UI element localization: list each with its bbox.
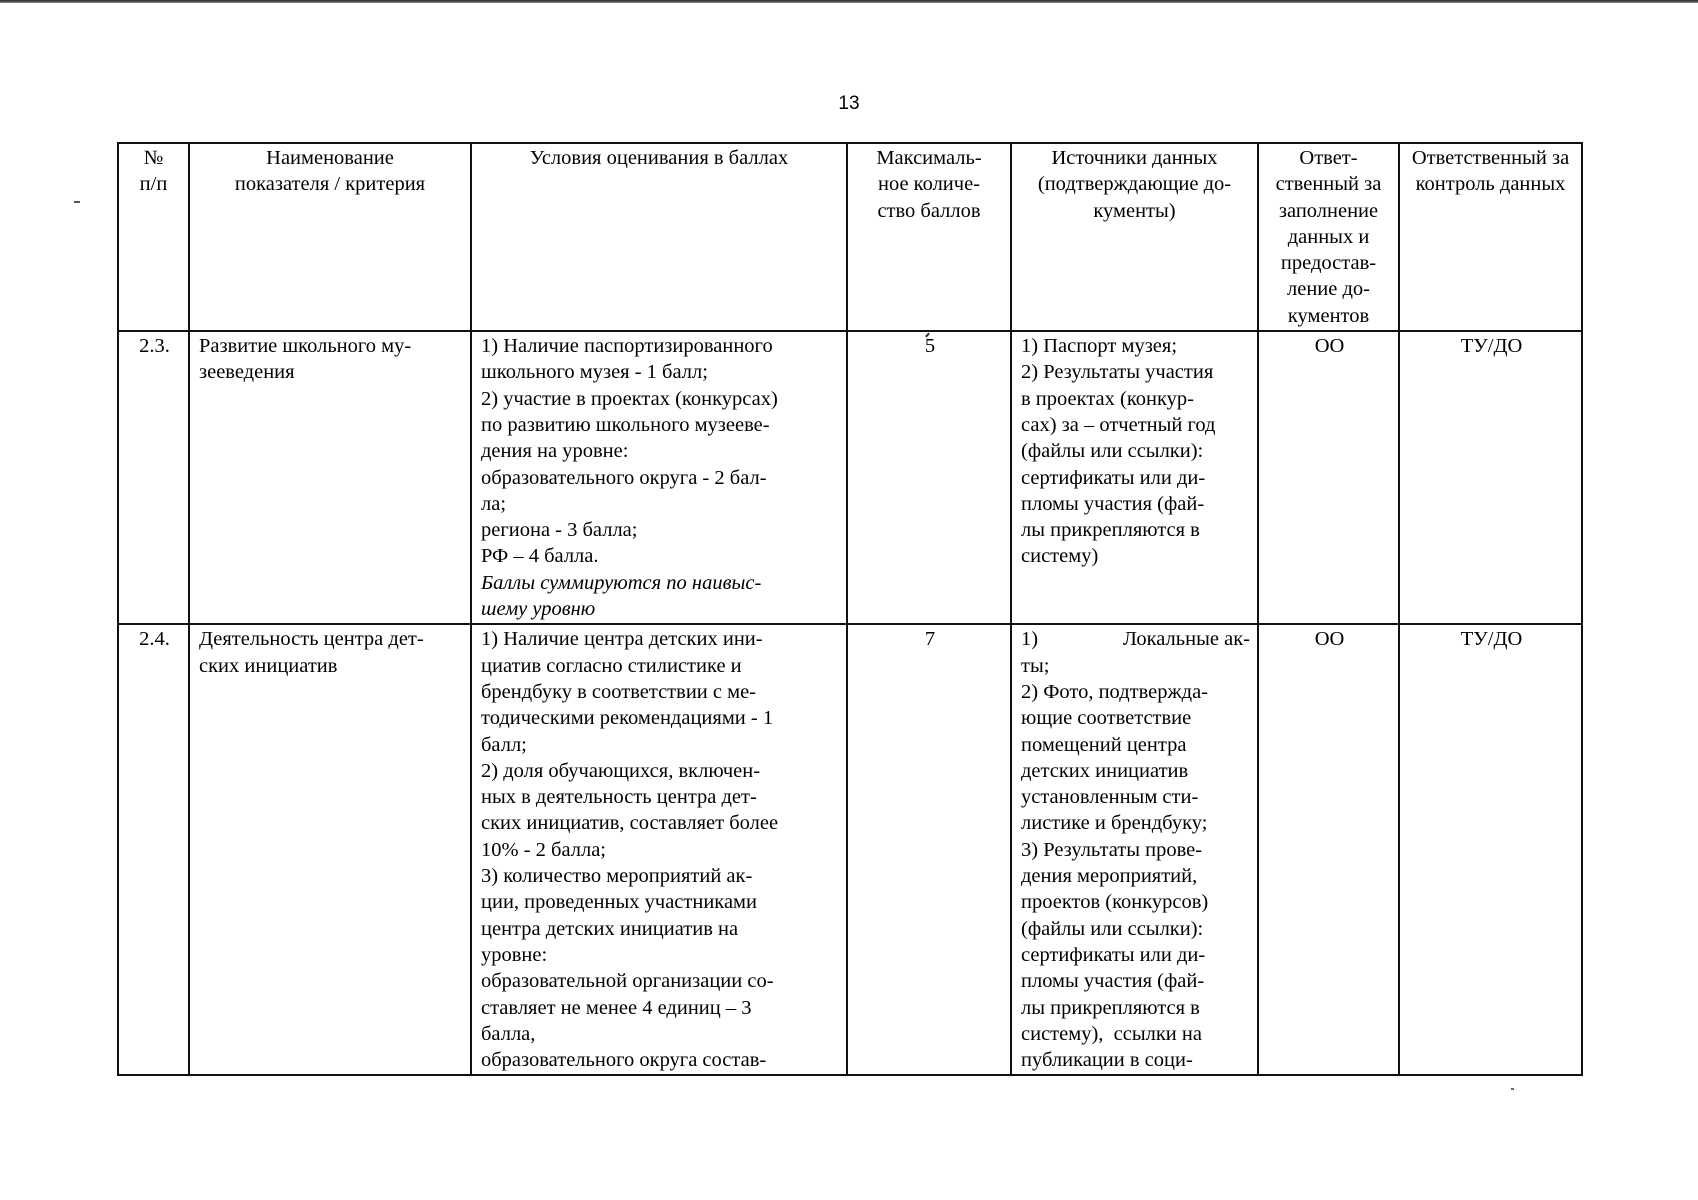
- header-responsible-control: Ответственный за контроль данных: [1399, 143, 1582, 331]
- sources-first-line: 1) Локальные ак-: [1021, 628, 1250, 651]
- conditions-note: Баллы суммируются по наивыс-: [481, 571, 762, 594]
- page-number: 13: [838, 93, 860, 114]
- conditions-note: шему уровню: [481, 598, 596, 621]
- evaluation-conditions: 1) Наличие паспортизированного школьного музея - 1 балл; 2) участие в проектах (конкурсах) по развитию школьного музееве- дения на уровне: образовательного округа - 2 бал- ла; региона - 3 балла; РФ – 4 балла. Баллы суммируются по наивыс- шему уровню: [471, 331, 847, 624]
- header-number: № п/п: [118, 143, 189, 331]
- responsible-fill: ОО: [1258, 624, 1399, 1075]
- scan-artifact: [1511, 1088, 1514, 1090]
- scan-artifact: [74, 201, 80, 203]
- table-row: [118, 331, 1582, 624]
- responsible-control: ТУ/ДО: [1399, 331, 1582, 624]
- row-number: 2.3.: [118, 331, 189, 624]
- row-number: 2.4.: [118, 624, 189, 1075]
- scan-edge: [0, 0, 1698, 3]
- responsible-fill: ОО: [1258, 331, 1399, 624]
- header-max-points: Максималь- ное количе- ство баллов: [847, 143, 1011, 331]
- data-sources: 1) Локальные ак- ты; 2) Фото, подтвержда- ющие соответствие помещений центра детских инициатив установленным сти- листике и брендбуку; 3) Результаты прове- дения мероприятий, проектов (конкурсов) (файлы или ссылки): сертификаты или ди- пломы участия (фай- лы прикрепляются в систему), ссылки на публикации в соци-: [1011, 624, 1258, 1075]
- header-indicator-name: Наименование показателя / критерия: [189, 143, 471, 331]
- responsible-control: ТУ/ДО: [1399, 624, 1582, 1075]
- data-sources: 1) Паспорт музея; 2) Результаты участия в проектах (конкур- сах) за – отчетный год (файлы или ссылки): сертификаты или ди- пломы участия (фай- лы прикрепляются в систему): [1011, 331, 1258, 624]
- table-row: [118, 624, 1582, 1075]
- header-responsible-fill: Ответ- ственный за заполнение данных и предостав- ление до- кументов: [1258, 143, 1399, 331]
- indicator-name: Деятельность центра дет- ских инициатив: [189, 624, 471, 1075]
- header-data-sources: Источники данных (подтверждающие до- кументы): [1011, 143, 1258, 331]
- max-points: 7: [847, 624, 1011, 1075]
- criteria-table: [117, 142, 1583, 1076]
- max-points: 5: [847, 331, 1011, 624]
- indicator-name: Развитие школьного му- зееведения: [189, 331, 471, 624]
- header-conditions: Условия оценивания в баллах: [471, 143, 847, 331]
- evaluation-conditions: 1) Наличие центра детских ини- циатив согласно стилистике и брендбуку в соответствии с ме- тодическими рекомендациями - 1 балл; 2) доля обучающихся, включен- ных в деятельность центра дет- ских инициатив, составляет более 10% - 2 балла; 3) количество мероприятий ак- ции, проведенных участниками центра детских инициатив на уровне: образовательной организации со- ставляет не менее 4 единиц – 3 балла, образовательного округа состав-: [471, 624, 847, 1075]
- table-header-row: [118, 143, 1582, 331]
